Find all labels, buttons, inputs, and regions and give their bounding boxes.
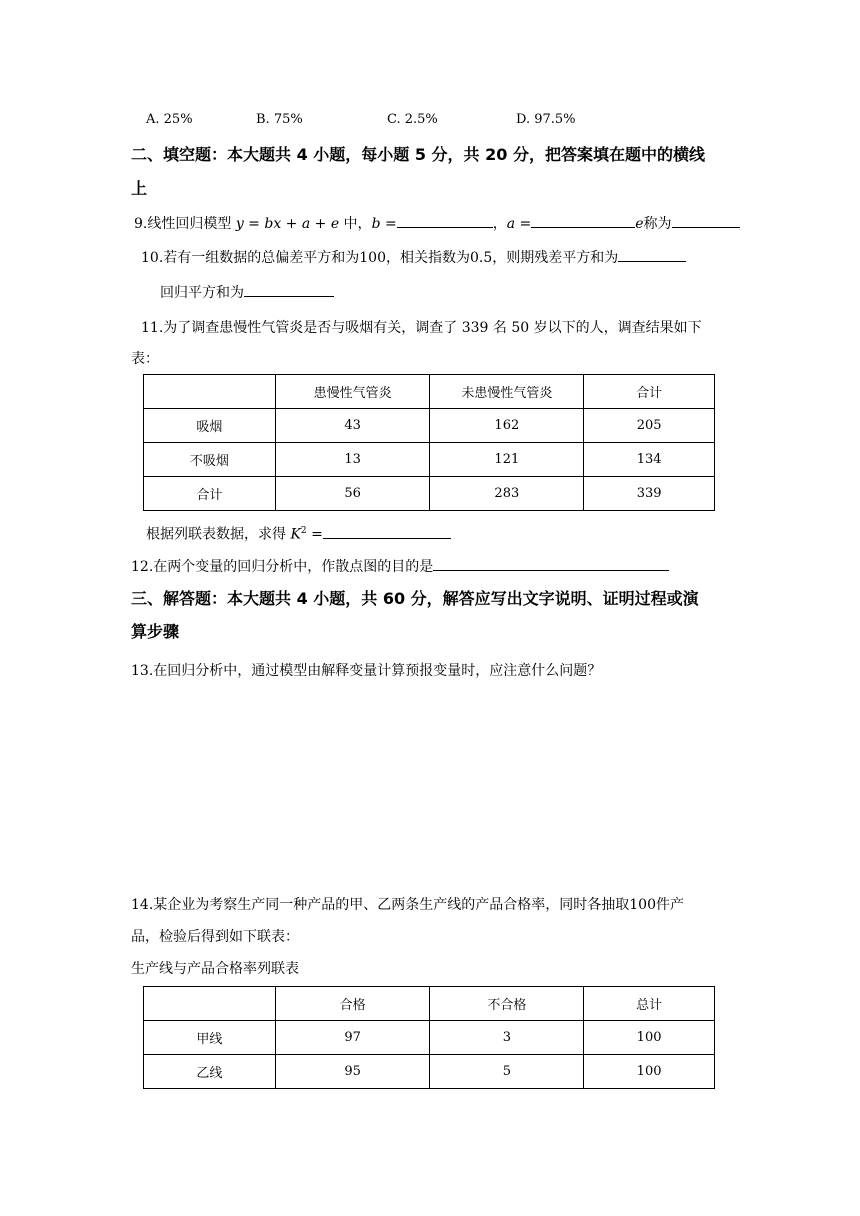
table-cell: 5 [430,1055,584,1089]
option-a: A. 25% [146,112,193,127]
table-cell: 未患慢性气管炎 [430,375,584,409]
table-cell: 不吸烟 [144,443,276,477]
smoking-contingency-table [143,374,715,511]
table-cell: 合计 [144,477,276,511]
question-14-cont: 品，检验后得到如下联表： [131,929,299,945]
question-11-cont: 表： [131,351,159,367]
q10-blank-1[interactable] [618,247,686,262]
q9-comma: ， [492,216,507,232]
q12-text: 12.在两个变量的回归分析中，作散点图的目的是 [131,559,434,575]
table-cell: 乙线 [144,1055,276,1089]
question-11: 11.为了调查患慢性气管炎是否与吸烟有关，调查了 339 名 50 岁以下的人，调查结果如下 [141,320,702,336]
table-cell: 100 [584,1021,715,1055]
question-10-cont [160,282,334,303]
table-cell: 13 [275,443,430,477]
table-cell: 患慢性气管炎 [275,375,430,409]
table-row [144,477,715,511]
table-cell: 95 [275,1055,430,1089]
q11-after-prefix: 根据列联表数据，求得 [146,526,291,543]
table-header-row [144,987,715,1021]
table-cell: 不合格 [430,987,584,1021]
section3-heading: 三、解答题：本大题共 4 小题，共 60 分，解答应写出文字说明、证明过程或演 [131,589,699,608]
table-header-row [144,375,715,409]
q14-table-caption: 生产线与产品合格率列联表 [131,961,299,977]
section2-heading-cont: 上 [131,179,148,198]
table-row [144,1021,715,1055]
q9-prefix: 9.线性回归模型 [134,216,236,232]
question-11-k2 [146,521,451,545]
q9-suffix: 称为 [643,216,672,232]
table-cell [144,987,276,1021]
question-14: 14.某企业为考察生产同一种产品的甲、乙两条生产线的产品合格率，同时各抽取100件产 [131,897,684,913]
q11-eq: = [306,526,323,543]
table-cell: 121 [430,443,584,477]
table-cell: 甲线 [144,1021,276,1055]
q9-mid: 中， [339,216,372,232]
q9-b-blank[interactable] [397,213,493,228]
q10-line2: 回归平方和为 [160,285,244,301]
table-cell: 283 [430,477,584,511]
question-9 [134,213,740,234]
q12-blank[interactable] [433,556,669,571]
table-row [144,409,715,443]
table-cell: 合计 [584,375,715,409]
production-line-table [143,986,715,1089]
table-cell: 3 [430,1021,584,1055]
option-c: C. 2.5% [387,112,438,127]
q9-a-label: a = [506,216,532,232]
table-cell: 205 [584,409,715,443]
question-13: 13.在回归分析中，通过模型由解释变量计算预报变量时，应注意什么问题？ [131,663,602,679]
table-cell: 339 [584,477,715,511]
table-cell: 97 [275,1021,430,1055]
table-cell [144,375,276,409]
question-10 [141,247,686,268]
table-cell: 162 [430,409,584,443]
q11-k-sup: 2 [300,526,307,536]
table-row [144,443,715,477]
table-cell: 总计 [584,987,715,1021]
q10-line1: 10.若有一组数据的总偏差平方和为100，相关指数为0.5，则期残差平方和为 [141,250,619,266]
table-cell: 吸烟 [144,409,276,443]
table-cell: 100 [584,1055,715,1089]
q10-blank-2[interactable] [244,282,334,297]
q9-a-blank[interactable] [531,213,635,228]
table-cell: 56 [275,477,430,511]
section2-heading: 二、填空题：本大题共 4 小题，每小题 5 分，共 20 分，把答案填在题中的横线 [131,145,705,164]
q11-k-var: K [290,526,301,543]
table-cell: 合格 [275,987,430,1021]
table-cell: 43 [275,409,430,443]
q9-e-blank[interactable] [672,213,740,228]
option-b: B. 75% [256,112,303,127]
section3-heading-cont: 算步骤 [131,622,180,641]
q9-formula: y = bx + a + e [235,216,340,232]
q9-e-label: e [635,216,644,232]
q11-k2-blank[interactable] [323,524,451,539]
table-row [144,1055,715,1089]
question-12 [131,556,669,577]
q9-b-label: b = [371,216,397,232]
table-cell: 134 [584,443,715,477]
option-d: D. 97.5% [516,112,576,127]
